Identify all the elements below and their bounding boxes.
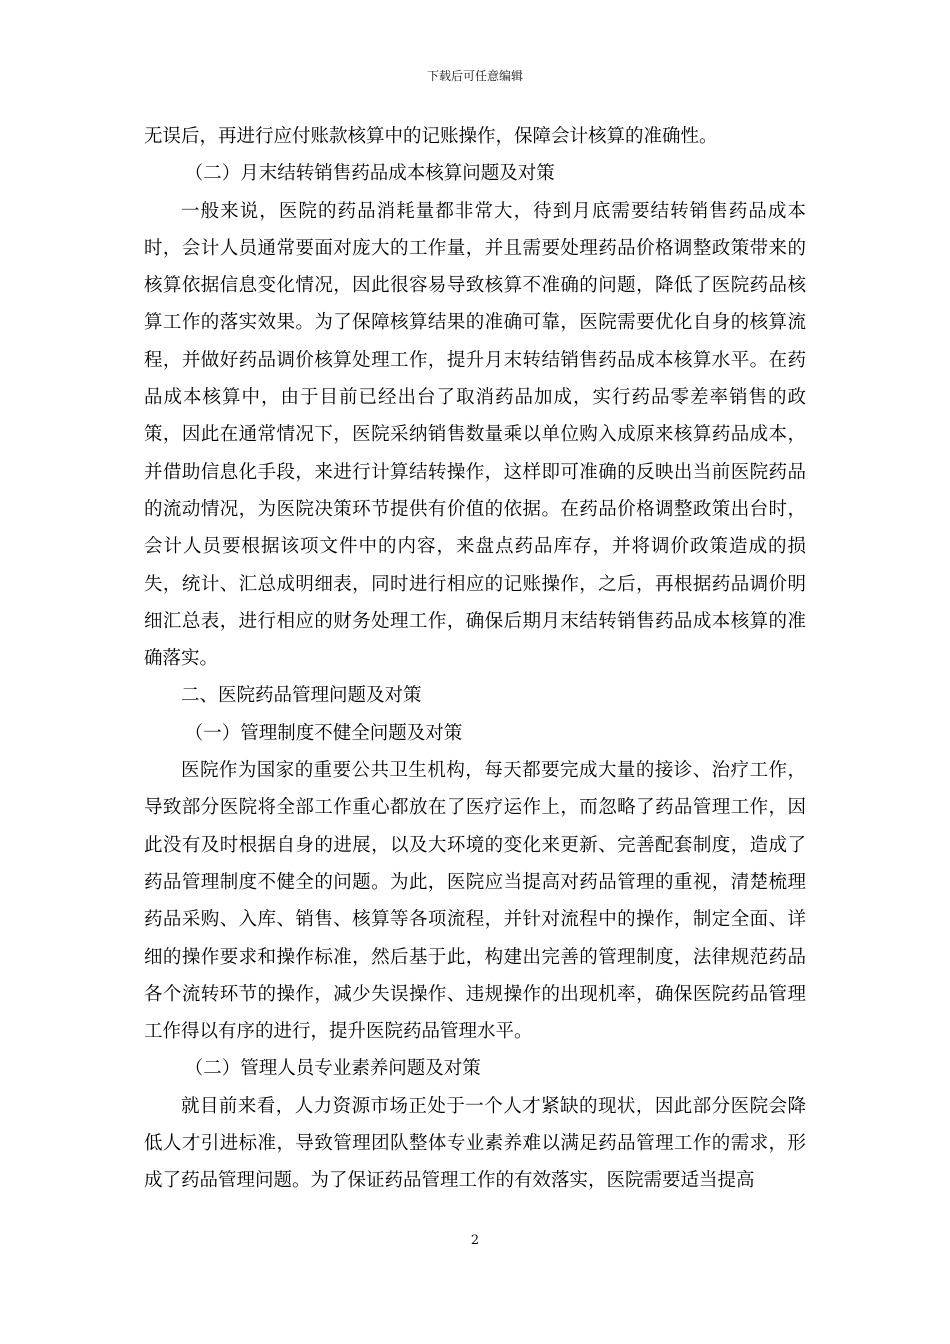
document-body	[144, 118, 806, 1200]
paragraph-continuation: 无误后，再进行应付账款核算中的记账操作，保障会计核算的准确性。	[144, 126, 718, 147]
paragraph-management-system: 医院作为国家的重要公共卫生机构，每天都要完成大量的接诊、治疗工作，导致部分医院将全部工作重心都放在了医疗运作上，而忽略了药品管理工作，因此没有及时根据自身的进展，以及大环境的变化来更新、完善配套制度，造成了药品管理制度不健全的问题。为此，医院应当提高对药品管理的重视，清楚梳理药品采购、入库、销售、核算等各项流程，并针对流程中的操作，制定全面、详细的操作要求和操作标准，然后基于此，构建出完善的管理制度，法律规范药品各个流转环节的操作，减少失误操作、违规操作的出现机率，确保医院药品管理工作得以有序的进行，提升医院药品管理水平。	[144, 760, 806, 1043]
page-number: 2	[470, 1233, 480, 1248]
subheading-month-end-cost: （二）月末结转销售药品成本核算问题及对策	[184, 163, 555, 185]
paragraph-month-end-cost: 一般来说，医院的药品消耗量都非常大，待到月底需要结转销售药品成本时，会计人员通常要面对庞大的工作量，并且需要处理药品价格调整政策带来的核算依据信息变化情况，因此很容易导致核算不准确的问题，降低了医院药品核算工作的落实效果。为了保障核算结果的准确可靠，医院需要优化自身的核算流程，并做好药品调价核算处理工作，提升月末转结销售药品成本核算水平。在药品成本核算中，由于目前已经出台了取消药品加成，实行药品零差率销售的政策，因此在通常情况下，医院采纳销售数量乘以单位购入成原来核算药品成本，并借助信息化手段，来进行计算结转操作，这样即可准确的反映出当前医院药品的流动情况，为医院决策环节提供有价值的依据。在药品价格调整政策出台时，会计人员要根据该项文件中的内容，来盘点药品库存，并将调价政策造成的损失，统计、汇总成明细表，同时进行相应的记账操作，之后，再根据药品调价明细汇总表，进行相应的财务处理工作，确保后期月末结转销售药品成本核算的准确落实。	[144, 200, 806, 670]
subheading-management-system: （一）管理制度不健全问题及对策	[184, 722, 463, 744]
paragraph-staff-competence: 就目前来看，人力资源市场正处于一个人才紧缺的现状，因此部分医院会降低人才引进标准，导致管理团队整体专业素养难以满足药品管理工作的需求，形成了药品管理问题。为了保证药品管理工作的有效落实，医院需要适当提高	[144, 1095, 806, 1192]
subheading-staff-competence: （二）管理人员专业素养问题及对策	[184, 1058, 481, 1080]
section-heading-drug-management: 二、医院药品管理问题及对策	[181, 685, 422, 707]
page-header-note: 下载后可任意编辑	[426, 69, 523, 83]
